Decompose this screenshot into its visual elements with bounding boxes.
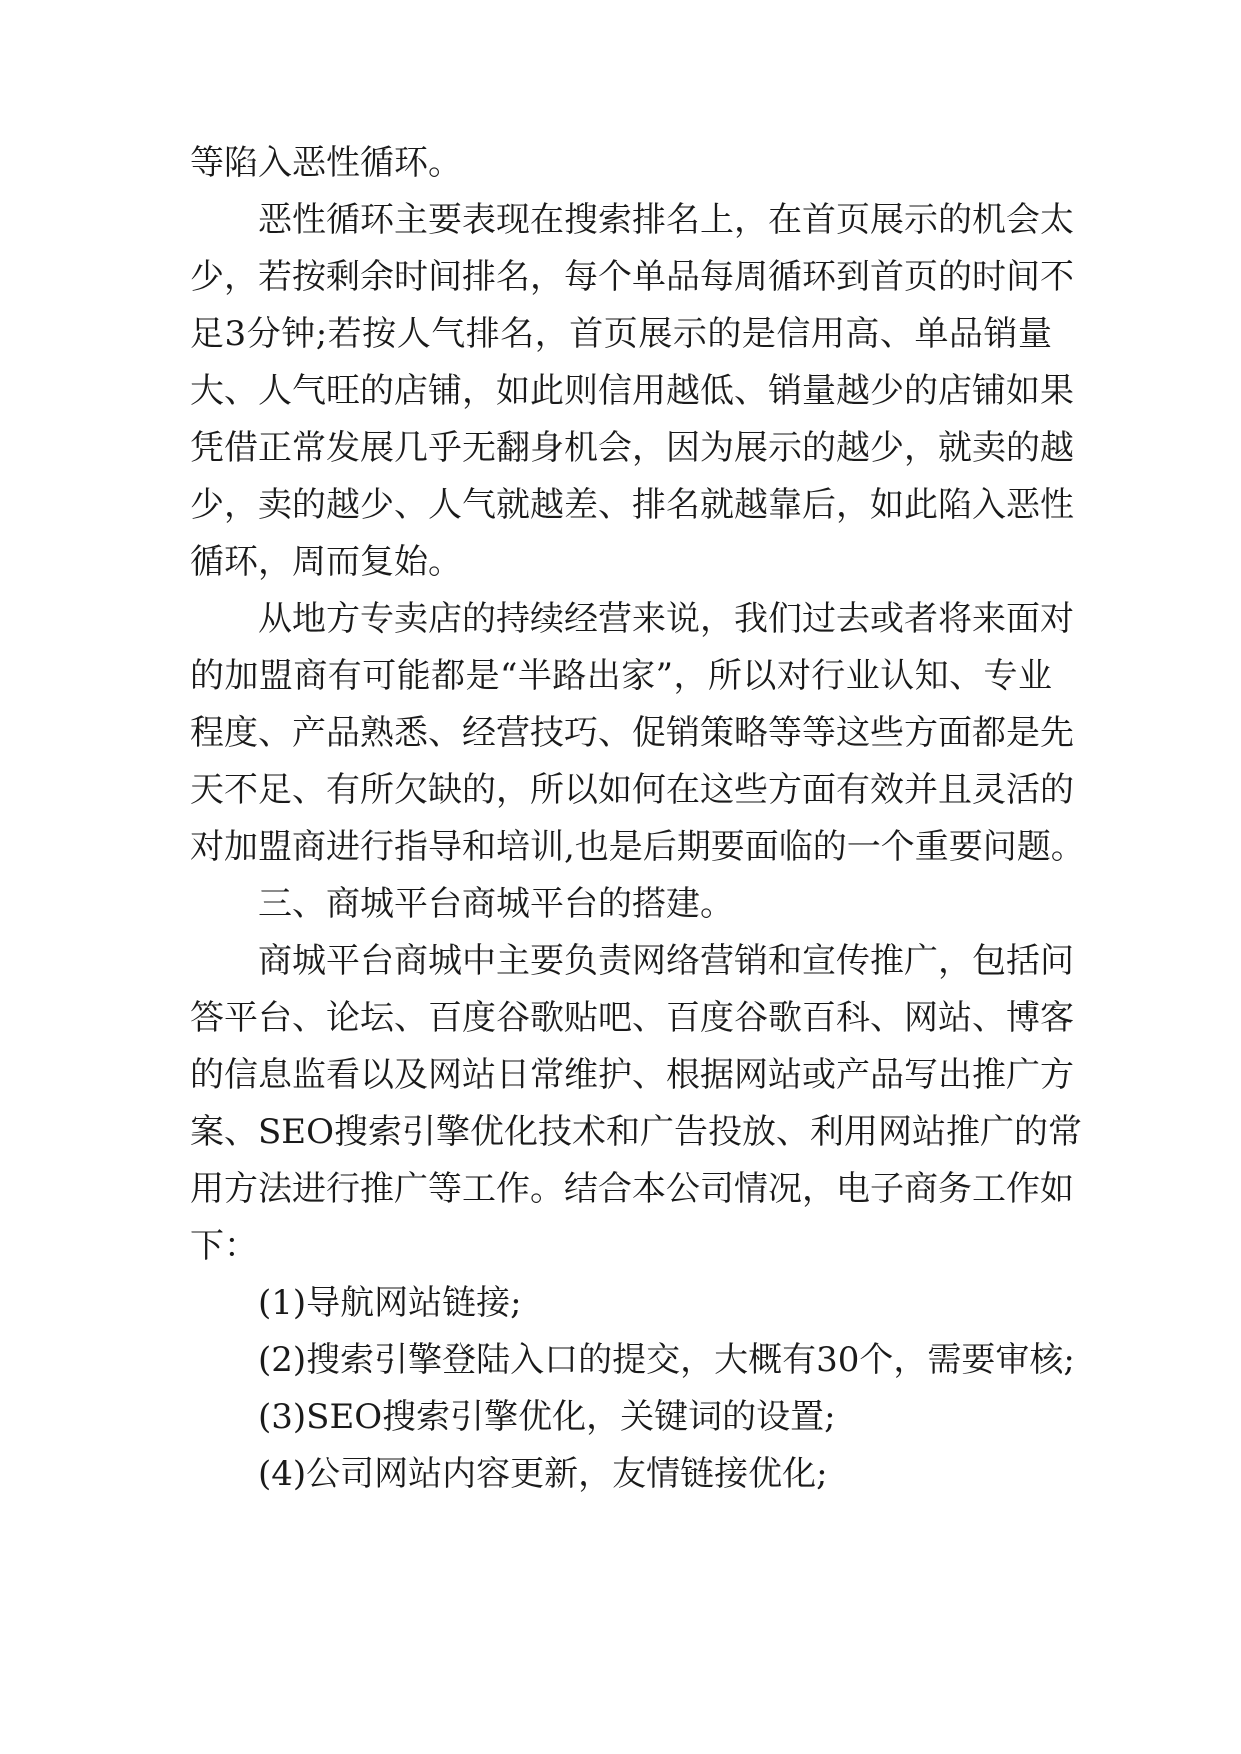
text-line: 程度、产品熟悉、经营技巧、促销策略等等这些方面都是先	[190, 713, 1074, 753]
list-item: (1)导航网站链接;	[258, 1283, 522, 1323]
text-line: 少，卖的越少、人气就越差、排名就越靠后，如此陷入恶性	[190, 485, 1074, 525]
section-heading: 三、商城平台商城平台的搭建。	[258, 884, 734, 924]
text-line: 的加盟商有可能都是“半路出家”，所以对行业认知、专业	[190, 656, 1052, 696]
list-item: (2)搜索引擎登陆入口的提交，大概有30个，需要审核;	[258, 1340, 1075, 1380]
text-line: 下：	[190, 1226, 258, 1266]
paragraph-first-line: 从地方专卖店的持续经营来说，我们过去或者将来面对	[258, 599, 1074, 639]
text-line: 天不足、有所欠缺的，所以如何在这些方面有效并且灵活的	[190, 770, 1074, 810]
text-line: 大、人气旺的店铺，如此则信用越低、销量越少的店铺如果	[190, 371, 1074, 411]
list-item: (3)SEO搜索引擎优化，关键词的设置;	[258, 1397, 836, 1437]
paragraph-first-line: 恶性循环主要表现在搜索排名上，在首页展示的机会太	[258, 200, 1074, 240]
text-line: 凭借正常发展几乎无翻身机会，因为展示的越少，就卖的越	[190, 428, 1074, 468]
text-line: 循环，周而复始。	[190, 542, 462, 582]
list-item: (4)公司网站内容更新，友情链接优化;	[258, 1454, 828, 1494]
text-line: 的信息监看以及网站日常维护、根据网站或产品写出推广方	[190, 1055, 1074, 1095]
text-line: 少，若按剩余时间排名，每个单品每周循环到首页的时间不	[190, 257, 1074, 297]
text-line: 对加盟商进行指导和培训,也是后期要面临的一个重要问题。	[190, 827, 1085, 867]
text-line: 案、SEO搜索引擎优化技术和广告投放、利用网站推广的常	[190, 1112, 1082, 1152]
text-line: 等陷入恶性循环。	[190, 143, 462, 183]
text-line: 用方法进行推广等工作。结合本公司情况，电子商务工作如	[190, 1169, 1074, 1209]
text-line: 答平台、论坛、百度谷歌贴吧、百度谷歌百科、网站、博客	[190, 998, 1074, 1038]
paragraph-first-line: 商城平台商城中主要负责网络营销和宣传推广，包括问	[258, 941, 1074, 981]
text-line: 足3分钟;若按人气排名，首页展示的是信用高、单品销量	[190, 314, 1052, 354]
